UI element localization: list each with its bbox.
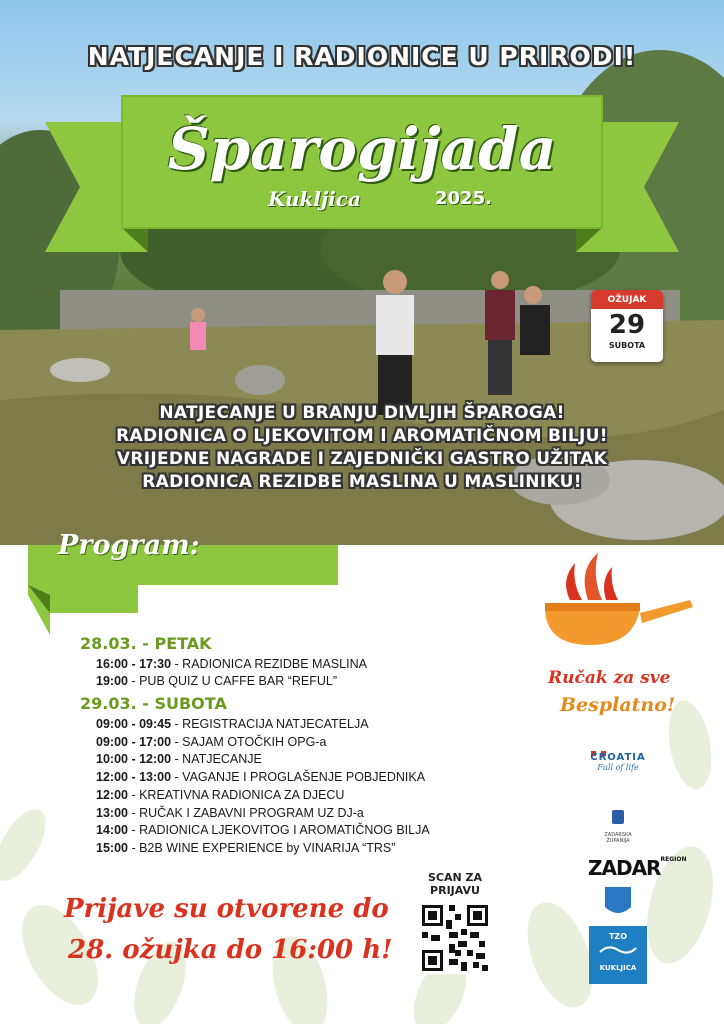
- headline: NATJECANJE I RADIONICE U PRIRODI!: [87, 42, 637, 71]
- wave-icon: [598, 944, 638, 956]
- promo-line: VRIJEDNE NAGRADE I ZAJEDNIČKI GASTRO UŽITAK: [116, 449, 608, 469]
- lunch-text: Ručak za sve: [548, 668, 671, 688]
- day-heading: 28.03. - PETAK: [80, 634, 212, 653]
- schedule-item: 10:00 - 12:00 - NATJECANJE: [96, 752, 262, 766]
- zadar-region-logo: $ZADAR^{REGION}$: [588, 856, 687, 880]
- promo-line: RADIONICA REZIDBE MASLINA U MASLINIKU!: [142, 472, 582, 492]
- lunch-free-text: Besplatno!: [560, 694, 676, 716]
- promo-line: RADIONICA O LJEKOVITOM I AROMATIČNOM BILJU!: [116, 426, 608, 446]
- registration-line-1: Prijave su otvorene do: [64, 894, 389, 924]
- schedule-item: 09:00 - 17:00 - SAJAM OTOČKIH OPG-a: [96, 735, 327, 749]
- qr-code-icon: [419, 902, 491, 974]
- calendar-weekday: SUBOTA: [608, 341, 646, 350]
- tzo-kukljica-logo: TZO KUKLJICA: [589, 926, 647, 984]
- event-title: Šparogijada: [167, 115, 557, 183]
- event-place: Kukljica: [268, 187, 361, 211]
- calendar-badge: [591, 290, 663, 362]
- county-logo-text: ZADARSKA ŽUPANIJA: [604, 832, 632, 844]
- day-heading: 29.03. - SUBOTA: [80, 694, 227, 713]
- pan-icon: [545, 553, 693, 645]
- schedule-item: 09:00 - 09:45 - REGISTRACIJA NATJECATELJA: [96, 717, 369, 731]
- schedule-item: 14:00 - RADIONICA LJEKOVITOG I AROMATIČNOG BILJA: [96, 823, 430, 837]
- schedule-item: 15:00 - B2B WINE EXPERIENCE by VINARIJA “TRS”: [96, 841, 396, 855]
- promo-lines: [0, 402, 724, 494]
- schedule-item: 12:00 - 13:00 - VAGANJE I PROGLAŠENJE POBJEDNIKA: [96, 770, 426, 784]
- schedule-item: 19:00 - PUB QUIZ U CAFFE BAR “REFUL”: [96, 674, 338, 688]
- program-title: Program:: [58, 530, 200, 561]
- promo-line: NATJECANJE U BRANJU DIVLJIH ŠPAROGA!: [159, 403, 565, 423]
- qr-code[interactable]: [419, 902, 491, 974]
- zadar-shield-icon: [605, 887, 631, 913]
- schedule-item: 13:00 - RUČAK I ZABAVNI PROGRAM UZ DJ-a: [96, 806, 364, 820]
- croatia-logo: CROATIA Full of life: [590, 752, 646, 772]
- schedule-item: 16:00 - 17:30 - RADIONICA REZIDBE MASLINA: [96, 657, 367, 671]
- calendar-day: 29: [608, 310, 646, 340]
- registration-line-2: 28. ožujka do 16:00 h!: [68, 935, 393, 965]
- calendar-month: OŽUJAK: [591, 290, 663, 309]
- event-year: 2025.: [435, 188, 492, 209]
- county-shield-icon: [612, 810, 624, 824]
- scan-label: SCAN ZA PRIJAVU: [427, 871, 483, 897]
- schedule-item: 12:00 - KREATIVNA RADIONICA ZA DJECU: [96, 788, 345, 802]
